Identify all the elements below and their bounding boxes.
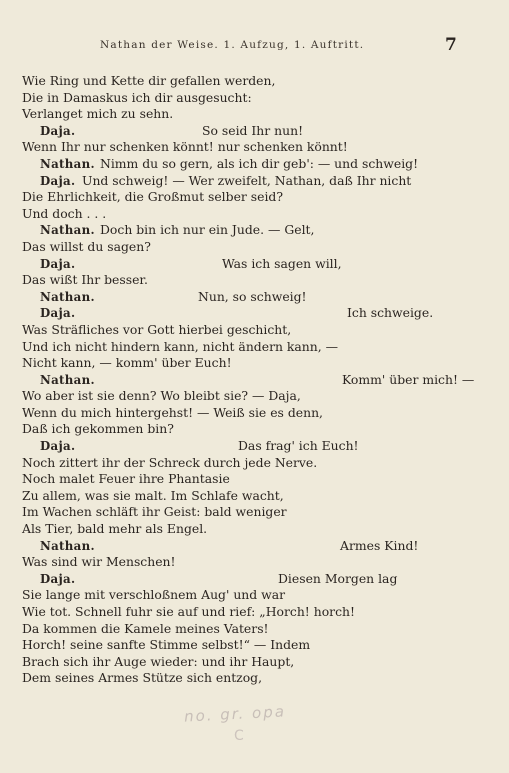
verse-text: Als Tier, bald mehr als Engel. bbox=[22, 521, 208, 537]
text-line bbox=[22, 637, 480, 654]
text-line bbox=[22, 405, 480, 422]
text-line bbox=[22, 421, 480, 438]
verse-text: Zu allem, was sie malt. Im Schlafe wacht, bbox=[22, 487, 284, 503]
verse-text: Die in Damaskus ich dir ausgesucht: bbox=[22, 89, 252, 105]
text-line bbox=[22, 272, 480, 289]
text-line bbox=[22, 189, 480, 206]
text-line bbox=[22, 355, 480, 372]
verse-text: Sie lange mit verschloßnem Aug' und war bbox=[22, 587, 286, 603]
verse-text: Wie Ring und Kette dir gefallen werden, bbox=[22, 73, 276, 88]
text-line bbox=[22, 139, 480, 156]
verse-text: Und doch . . . bbox=[22, 205, 107, 221]
verse-text: Komm' über mich! — bbox=[342, 371, 475, 387]
verse-text: Das willst du sagen? bbox=[22, 238, 151, 254]
speaker-name: Daja. bbox=[40, 571, 76, 586]
text-line bbox=[22, 621, 480, 638]
speaker-name: Nathan. bbox=[40, 289, 95, 304]
text-line bbox=[22, 322, 480, 339]
speaker-name: Daja. bbox=[40, 173, 76, 188]
page-header bbox=[0, 37, 509, 57]
text-line bbox=[22, 438, 480, 455]
verse-text: Was ich sagen will, bbox=[222, 255, 342, 271]
verse-text: Noch malet Feuer ihre Phantasie bbox=[22, 471, 230, 487]
verse-text: Diesen Morgen lag bbox=[278, 570, 398, 586]
running-head: Nathan der Weise. 1. Aufzug, 1. Auftritt. bbox=[100, 39, 365, 51]
speaker-name: Daja. bbox=[40, 256, 76, 271]
verse-text: Dem seines Armes Stütze sich entzog, bbox=[22, 670, 263, 686]
verse-text: Ich schweige. bbox=[347, 305, 434, 321]
verse-text: Brach sich ihr Auge wieder: und ihr Haupt, bbox=[22, 653, 295, 669]
text-line bbox=[22, 587, 480, 604]
speaker-name: Nathan. bbox=[40, 372, 95, 387]
text-line bbox=[22, 256, 480, 273]
text-line bbox=[22, 239, 480, 256]
verse-text: Das frag' ich Euch! bbox=[238, 438, 359, 454]
text-line bbox=[22, 521, 480, 538]
text-line bbox=[22, 538, 480, 555]
speaker-name: Nathan. bbox=[40, 156, 95, 171]
text-line bbox=[22, 339, 480, 356]
verse-text: Verlanget mich zu sehn. bbox=[22, 106, 174, 122]
verse-text: Die Ehrlichkeit, die Großmut selber seid? bbox=[22, 189, 284, 205]
text-line bbox=[22, 222, 480, 239]
text-line bbox=[22, 305, 480, 322]
verse-text: Was sind wir Menschen! bbox=[22, 554, 176, 570]
speaker-name: Daja. bbox=[40, 439, 76, 454]
speaker-name: Nathan. bbox=[40, 223, 95, 238]
verse-text: Wo aber ist sie denn? Wo bleibt sie? — Daja, bbox=[22, 388, 301, 404]
verse-text: Wenn Ihr nur schenken könnt! nur schenken könnt! bbox=[22, 139, 348, 155]
text-line bbox=[22, 471, 480, 488]
verse-text: Doch bin ich nur ein Jude. — Gelt, bbox=[100, 222, 315, 238]
verse-text: Wenn du mich hintergehst! — Weiß sie es denn, bbox=[22, 404, 323, 420]
speaker-name: Daja. bbox=[40, 306, 76, 321]
verse-text: Horch! seine sanfte Stimme selbst!“ — Indem bbox=[22, 637, 311, 653]
text-line bbox=[22, 156, 480, 173]
verse-text: So seid Ihr nun! bbox=[202, 122, 304, 138]
verse-text: Wie tot. Schnell fuhr sie auf und rief: „Horch! horch! bbox=[22, 604, 355, 619]
play-text bbox=[22, 73, 480, 687]
text-line bbox=[22, 173, 480, 190]
handwritten-note: no. gr. opa bbox=[183, 702, 287, 726]
verse-text: Noch zittert ihr der Schreck durch jede Nerve. bbox=[22, 454, 318, 470]
text-line bbox=[22, 670, 480, 687]
verse-text: Armes Kind! bbox=[340, 537, 419, 553]
text-line bbox=[22, 206, 480, 223]
verse-text: Und schweig! — Wer zweifelt, Nathan, daß Ihr nicht bbox=[82, 172, 412, 188]
verse-text: Das wißt Ihr besser. bbox=[22, 272, 148, 288]
speaker-name: Nathan. bbox=[40, 538, 95, 553]
text-line bbox=[22, 504, 480, 521]
page-number: 7 bbox=[445, 35, 457, 55]
verse-text: Daß ich gekommen bin? bbox=[22, 421, 174, 437]
verse-text: Da kommen die Kamele meines Vaters! bbox=[22, 620, 269, 636]
text-line bbox=[22, 455, 480, 472]
text-line bbox=[22, 73, 480, 90]
verse-text: Nun, so schweig! bbox=[198, 288, 307, 304]
verse-text: Was Sträfliches vor Gott hierbei geschicht, bbox=[22, 321, 292, 337]
verse-text: Nimm du so gern, als ich dir geb': — und schweig! bbox=[100, 155, 419, 171]
verse-text: Und ich nicht hindern kann, nicht ändern kann, — bbox=[22, 338, 339, 354]
text-line bbox=[22, 289, 480, 306]
text-line bbox=[22, 488, 480, 505]
text-line bbox=[22, 654, 480, 671]
text-line bbox=[22, 372, 480, 389]
text-line bbox=[22, 554, 480, 571]
speaker-name: Daja. bbox=[40, 123, 76, 138]
text-line bbox=[22, 388, 480, 405]
text-line bbox=[22, 571, 480, 588]
verse-text: Nicht kann, — komm' über Euch! bbox=[22, 355, 232, 371]
verse-text: Im Wachen schläft ihr Geist: bald weniger bbox=[22, 504, 287, 520]
text-line bbox=[22, 106, 480, 123]
text-line bbox=[22, 604, 480, 621]
text-line bbox=[22, 90, 480, 107]
text-line bbox=[22, 123, 480, 140]
handwritten-mark: C bbox=[234, 728, 244, 744]
